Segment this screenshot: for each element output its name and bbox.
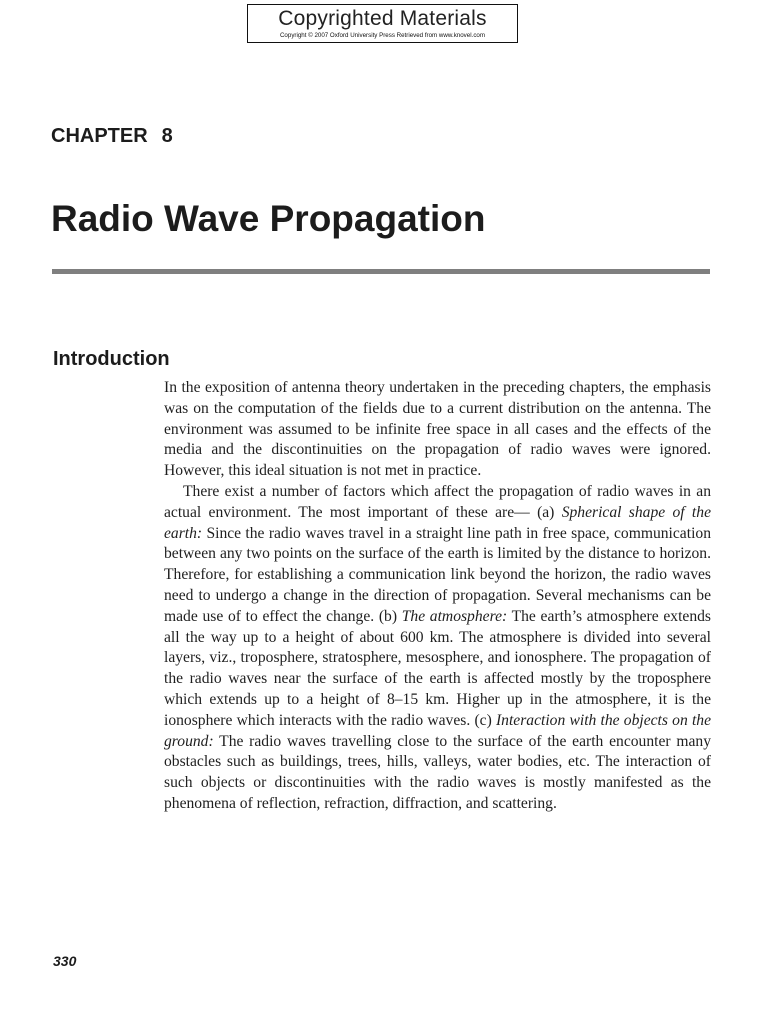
chapter-heading <box>51 123 173 149</box>
p2-term-b: The atmosphere: <box>401 607 508 625</box>
paragraph-2 <box>164 482 711 815</box>
paragraph-1: In the exposition of antenna theory undertaken in the preceding chapters, the emphasis was on the computation of the fields due to a current distribution on the antenna. The environment was assumed to be infinite free space in all cases and the effects of the media and the discontinuities on the propagation of radio waves were ignored. However, this ideal situation is not met in practice. <box>164 379 711 480</box>
p2-text-c: The radio waves travelling close to the surface of the earth encounter many obstacles such as buildings, trees, hills, valleys, water bodies, etc. The interaction of such objects or discontinuities with the radio waves is mostly manifested as the phenomena of reflection, refraction, diffraction, and scattering. <box>164 732 711 812</box>
chapter-title: Radio Wave Propagation <box>51 198 486 239</box>
section-heading: Introduction <box>53 348 170 370</box>
p2-text-b: The earth’s atmosphere extends all the way up to a height of about 600 km. The atmosphere is divided into several layers, viz., troposphere, stratosphere, mesosphere, and ionosphere. The propagation of the radio waves near the surface of the earth is affected mostly by the troposphere which extends up to a height of 8–15 km. Higher up in the atmosphere, it is the ionosphere which interacts with the radio waves. <box>164 607 711 729</box>
p2-marker-a: (a) <box>529 503 562 521</box>
title-divider <box>52 269 710 274</box>
stamp-subtitle: Copyright © 2007 Oxford University Press Retrieved from www.knovel.com <box>279 32 486 39</box>
p2-intro: There exist a number of factors which affect the propagation of radio waves in an actual environment. The most important of these are— <box>164 482 711 521</box>
section-body <box>164 378 711 815</box>
p2-term-c: Interaction with the objects on the ground: <box>164 711 711 750</box>
copyright-stamp <box>247 4 518 43</box>
p2-term-a: Spherical shape of the earth: <box>164 503 711 542</box>
chapter-number: 8 <box>161 125 173 147</box>
p2-marker-b: (b) <box>374 607 402 625</box>
p2-marker-c: (c) <box>470 711 496 729</box>
chapter-label: CHAPTER <box>51 125 148 147</box>
page-number: 330 <box>53 953 77 969</box>
p2-text-a: Since the radio waves travel in a straight line path in free space, communication between any two points on the surface of the earth is limited by the distance to horizon. Therefore, for establishing a communication link beyond the horizon, the radio waves need to undergo a change in the direction of propagation. Several mechanisms can be made use of to effect the change. <box>164 524 711 625</box>
stamp-title: Copyrighted Materials <box>278 7 487 30</box>
